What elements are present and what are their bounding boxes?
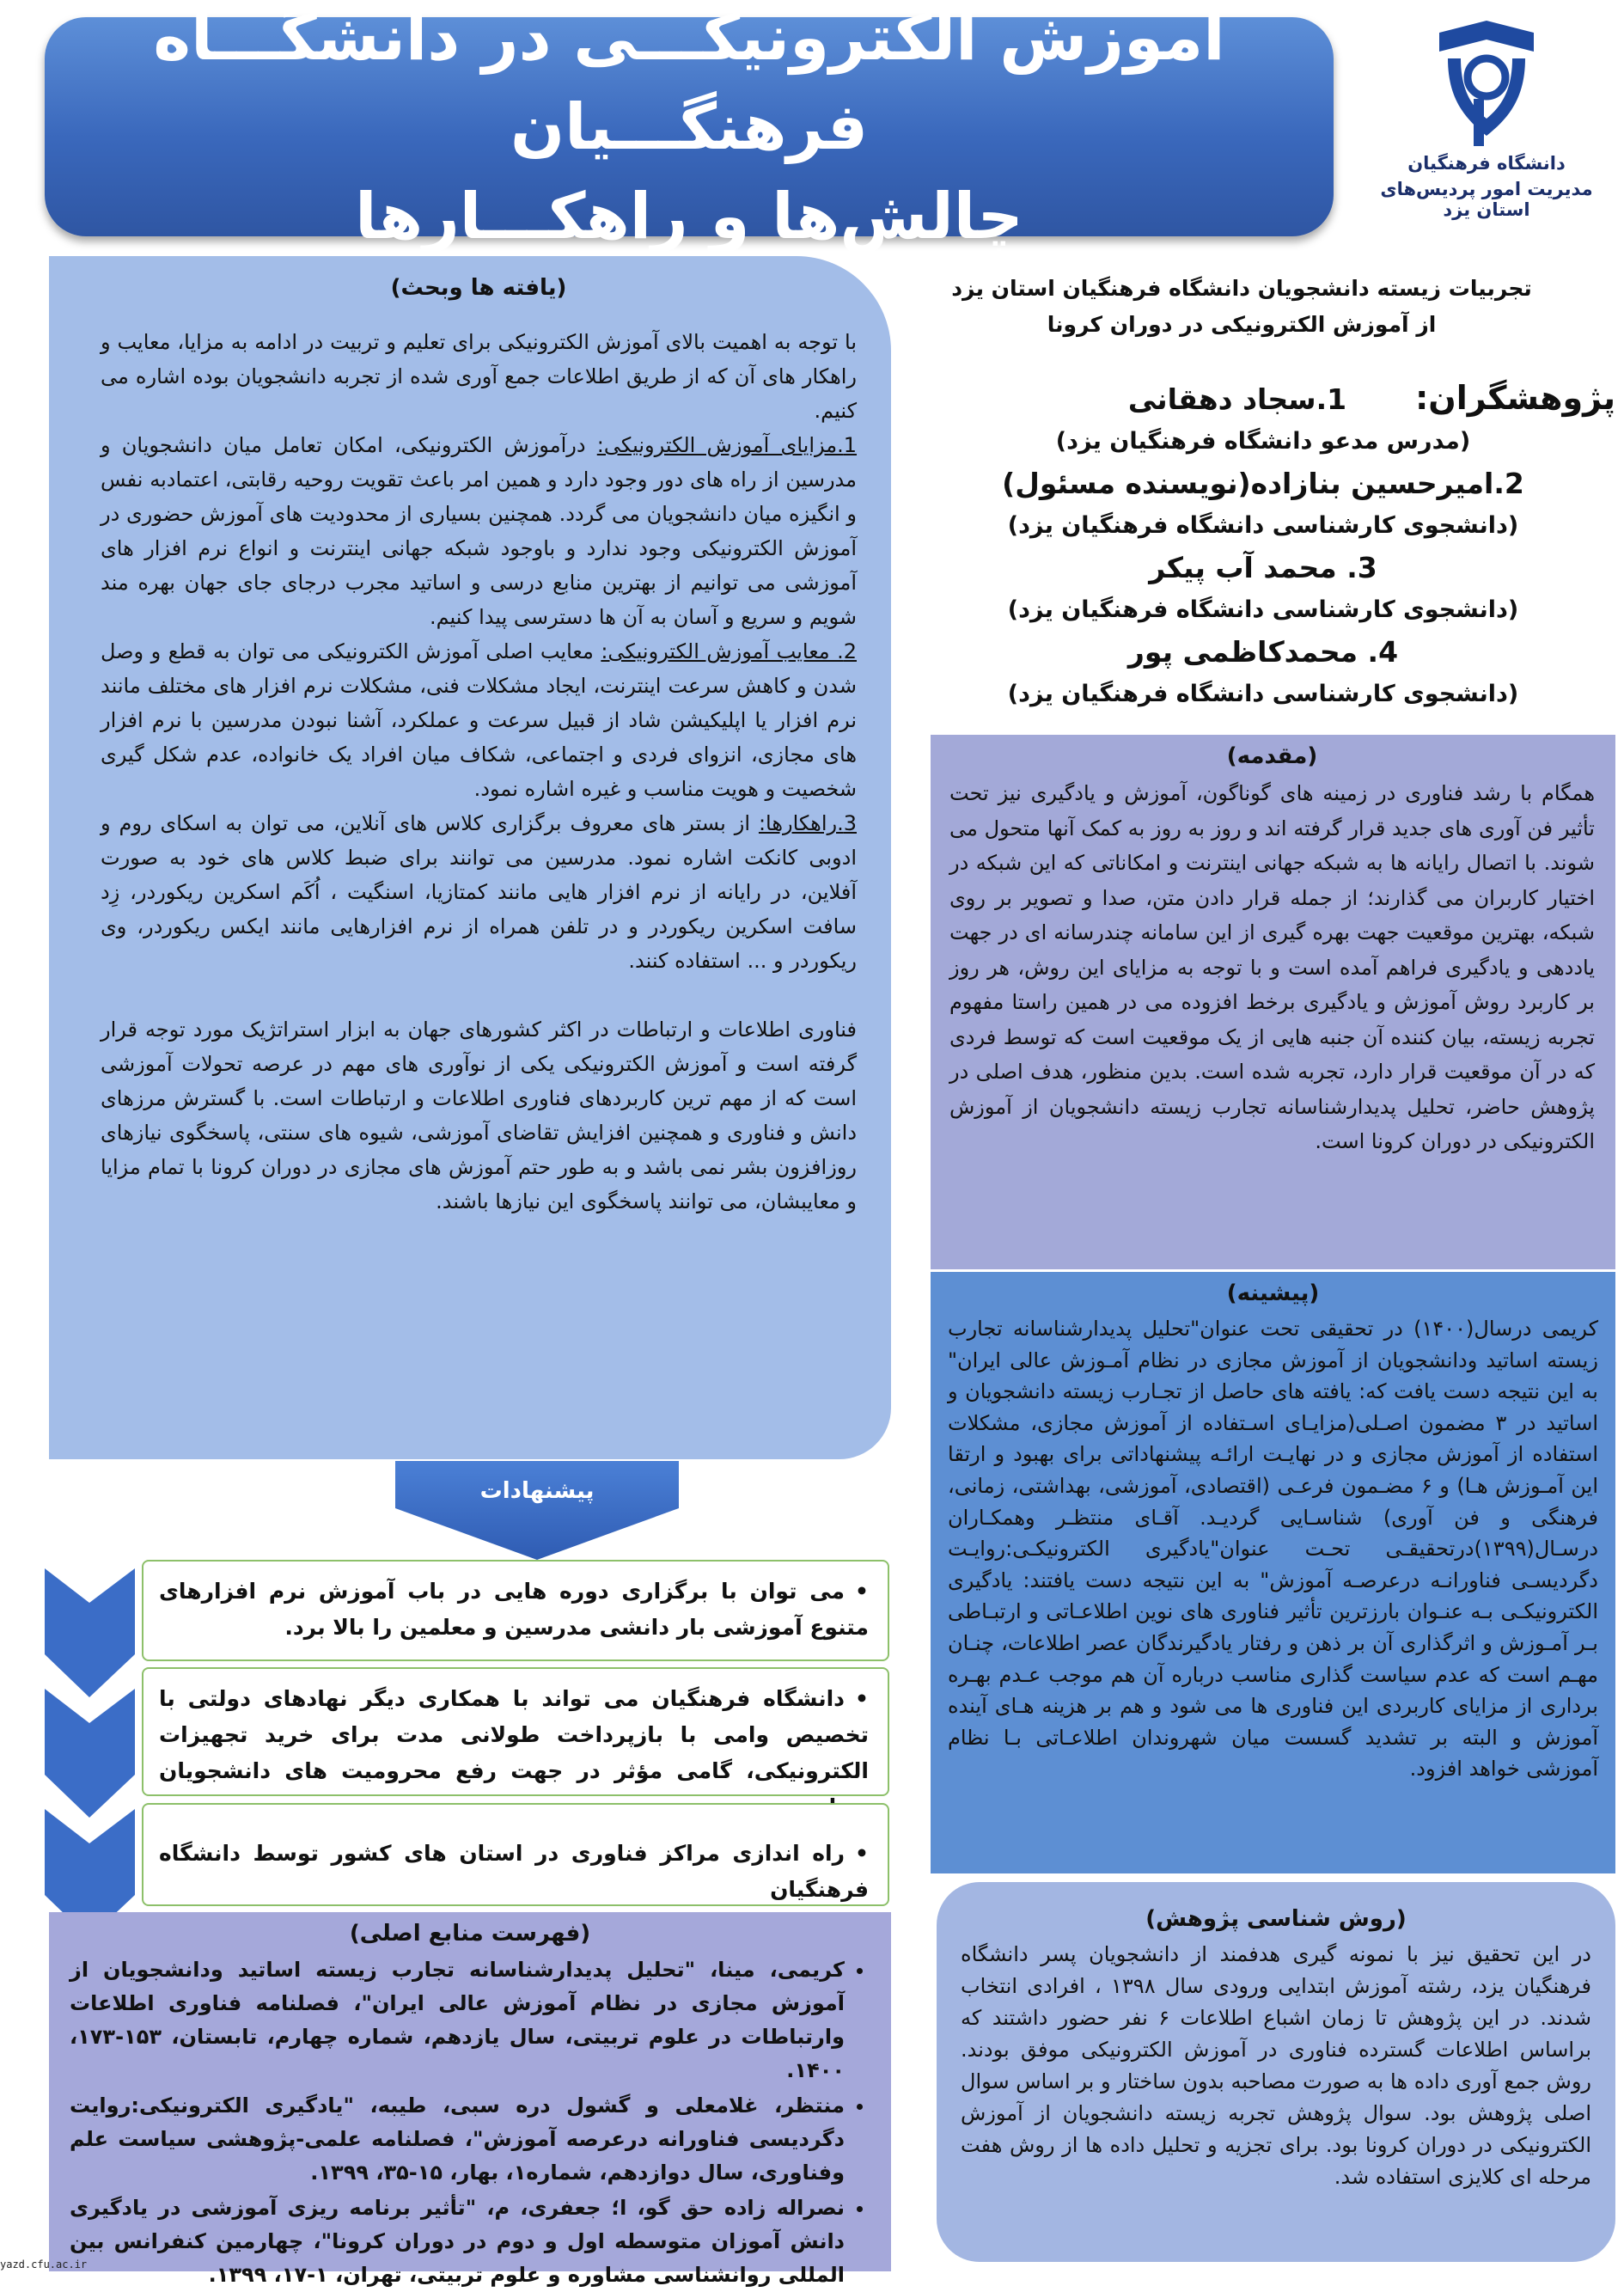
advantages-label: 1.مزایای آموزش الکترونیکی: (596, 433, 858, 457)
reference-item: • نصراله زاده حق گو، ا؛ جعفری، م، "تأثیر برنامه ریزی آموزشی در یادگیری دانش آموزان متوسطه اول و دوم در دوران کرونا"، چهارمین کنفرانس بین المللی روانشناسی مشاوره و علوم تربیتی، تهران، ۱-۱۷، ۱۳۹۹. (70, 2191, 845, 2292)
reference-item: • کریمی، مینا، "تحلیل پدیدارشناسانه تجارب زیسته اساتید ودانشجویان از آموزش مجازی در نظام آموزش عالی ایران"، فصلنامه فناوری اطلاعات وارتباطات در علوم تربیتی، سال یازدهم، شماره چهارم، تابستان، ۱۵۳-۱۷۳، ۱۴۰۰. (70, 1953, 845, 2087)
methodology-title: (روش شناسی پژوهش) (1145, 1906, 1407, 1932)
university-logo (1358, 17, 1615, 228)
subtitle (945, 271, 1538, 343)
findings-advantages-paragraph (101, 428, 857, 634)
findings-solutions-paragraph (101, 806, 857, 978)
researcher-affiliation: (دانشجوی کارشناسی دانشگاه فرهنگیان یزد) (1007, 681, 1519, 707)
researcher-affiliation: (دانشجوی کارشناسی دانشگاه فرهنگیان یزد) (1007, 512, 1519, 539)
subtitle-line1: تجربیات زیسته دانشجویان دانشگاه فرهنگیان استان یزد (951, 276, 1532, 301)
suggestion-text: راه اندازی مراکز فناوری در استان های کشور توسط دانشگاه فرهنگیان (159, 1841, 869, 1902)
suggestion-text: دانشگاه فرهنگیان می تواند با همکاری دیگر نهادهای دولتی با تخصیص وامی با بازپرداخت طولانی مدت برای خرید تجهیزات الکترونیکی، گامی مؤثر در جهت رفع محرومیت های دانشجویان (159, 1686, 869, 1783)
researcher-affiliation: (مدرس مدعو دانشگاه فرهنگیان یزد) (1055, 428, 1471, 455)
background-text: کریمی درسال(۱۴۰۰) در تحقیقی تحت عنوان"تحلیل پدیدارشناسانه تجارب زیسته اساتید ودانشجویان از آموزش مجازی در نظام آمـوزش عالی ایران" به این نتیجه دست یافت که: یافته های حاصل از تجـارب زیسته دانشجویان و اساتید در ۳ مضمون اصـلی(مزایـای اسـتفاده از آموزش مجازی، مشکلات استفاده از آموزش مجازی و در نهایـت ارائـه پیشنهاداتی برای بهبود و ارتقا این آمـوزش هـا) و ۶ مضـمون فرعـی (اقتصادی، آموزشی، بهداشتی، زمانی، فرهنگی و فن آوری) شناسـایی گردیـد. آقـای منتظـر وهمکـاران درسـال(۱۳۹۹)درتحقیقـی تحـت عنوان"یادگیری الکترونیکـی:روایـت دگردیسـی فناورانـه درعرصـه آموزش" به این نتیجه دست یافتند: یادگیری الکترونیکـی بـه عنـوان بارزترین تأثیر فناوری های نوین اطلاعـاتی و ارتبـاطی بـر آمـوزش و اثرگذاری آن بر ذهن و رفتار یادگیرندگان عصر اطلاعات، چنـان مهـم است که عدم سیاست گذاری مناسب درباره آن هم موجب عـدم بهـره برداری از مزایای کاربردی این فناوری ها می شود و هم بر هزینه هـای آینده آموزش و البته بر تشدید گسست میان شهروندان اطلاعـاتی بـا نظام آموزشی خواهد افزود. (948, 1317, 1598, 1782)
title-line2: چالش‌ها و راهکـــارها (355, 179, 1023, 254)
disadvantages-text: معایب اصلی آموزش الکترونیکی می توان به قطع و وصل شدن و کاهش سرعت اینترنت، ایجاد مشکلات فنی، مشکلات نرم افزار های مختلف مانند نرم افزار یا اپلیکیشن شاد از قبیل سرعت و عملکرد، آشنا نبودن مدرسین با نرم افزار های مجازی، انزوای فردی و اجتماعی، شکاف میان افراد یک خانواده، عدم شکل گیری شخصیت و هویت مناسب و غیره اشاره نمود. (101, 639, 857, 801)
suggestion-text: می توان با برگزاری دوره هایی در باب آموزش نرم افزارهای متنوع آموزشی بار دانشی مدرسین و معلمین را بالا برد. (159, 1579, 869, 1640)
intro-box (931, 735, 1615, 1269)
subtitle-line2: از آموزش الکترونیکی در دوران کرونا (1047, 312, 1437, 337)
bullet-icon: • (855, 1686, 869, 1711)
findings-title: (یافته ها وبحث) (390, 275, 567, 301)
chevron-down-icon (45, 1689, 135, 1818)
intro-text: همگام با رشد فناوری در زمینه های گوناگون، آموزش و یادگیری نیز تحت تأثیر فن آوری های جدید قرار گرفته اند و روز به روز به کمک آنها متحول می شوند. با اتصال رایانه ها به شبکه جهانی اینترنت و امکاناتی که این شبکه در اختیار کاربران می گذارند؛ از جمله قرار دادن متن، صدا و تصویر بر روی شبکه، بهترین موقعیت جهت بهره گیری از این سامانه چندرسانه ای در جهت یاددهی و یادگیری فراهم آمده است و با توجه به مزایای این روش، هر روز بر کاربرد روش آموزش و یادگیری برخط افزوده می در همین راستا مفهوم تجربه زیسته، بیان کننده آن جنبه هایی از یک موقعیت است که توسط فردی که در آن موقعیت قرار دارد، تجربه شده است. بدین منظور، هدف اصلی در پژوهش حاضر، تحلیل پدیدارشناسانه تجارب زیسته دانشجویان از آموزش الکترونیکی در دوران کرونا است. (949, 781, 1595, 1153)
suggestion-item (142, 1667, 889, 1796)
suggestion-item (142, 1803, 889, 1906)
background-title: (پیشینه) (1226, 1280, 1320, 1306)
researcher-name: 1.سجاد دهقانی (1127, 382, 1347, 416)
suggestions-arrow-icon (395, 1461, 679, 1560)
findings-box (49, 256, 891, 1459)
logo-caption-department: مدیریت امور پردیس‌های استان یزد (1380, 179, 1593, 220)
bullet-icon: • (855, 1579, 869, 1604)
findings-disadvantages-paragraph (101, 634, 857, 806)
researchers-section (911, 378, 1615, 715)
researcher-name: 3. محمد آب پیکر (1149, 551, 1377, 584)
suggestion-item (142, 1560, 889, 1661)
researcher-name: 4. محمدکاظمی پور (1127, 635, 1399, 669)
title-line1: آموزش الکترونیکـــی در دانشگـــاه فرهنگـــیان (153, 0, 1225, 164)
findings-intro-paragraph: با توجه به اهمیت بالای آموزش الکترونیکی برای تعلیم و تربیت در ادامه به مزایا، معایب و راهکار های آن که از طریق اطلاعات جمع آوری شده از تجربه دانشجویان بوده اشاره می کنیم. (101, 330, 857, 423)
references-box (49, 1912, 891, 2287)
bullet-icon: • (855, 1841, 869, 1866)
methodology-box (937, 1882, 1615, 2262)
solutions-text: از بستر های معروف برگزاری کلاس های آنلاین، می توان به اسکای روم و ادوبی کانکت اشاره نمود. مدرسین می توانند برای ضبط کلاس های خود به صورت آفلاین، در رایانه از نرم افزار هایی مانند کمتازیا، اسنگیت ، اُکَم اسکرین ریکوردر، زِد سافت اسکرین ریکوردر و در تلفن همراه از نرم افزارهایی مانند ایکس ریکوردر، وی ریکوردر و ... استفاده کنند. (101, 811, 857, 973)
references-title: (فهرست منابع اصلی) (349, 1921, 591, 1947)
methodology-text: در این تحقیق نیز با نمونه گیری هدفمند از دانشجویان پسر دانشگاه فرهنگیان یزد، رشته آموزش ابتدایی ورودی سال ۱۳۹۸ ، افرادی انتخاب شدند. در این پژوهش تا زمان اشباع اطلاعات ۶ نفر حضور داشتند که براساس اطلاعات گسترده فناوری در آموزش الکترونیکی موفق بودند. روش جمع آوری داده ها به صورت مصاحبه بدون ساختار و بر اساس سوال اصلی پژوهش بود. سوال پژوهش تجربه زیسته دانشجویان از آموزش الکترونیکی در دوران کرونا بود. برای تجزیه و تحلیل داده ها از روش هفت مرحله ای کلایزی استفاده شد. (961, 1942, 1591, 2189)
researcher-affiliation: (دانشجوی کارشناسی دانشگاه فرهنگیان یزد) (1007, 596, 1519, 623)
footer-watermark: yazd.cfu.ac.ir (0, 2258, 88, 2271)
chevron-down-icon (45, 1568, 135, 1697)
intro-title: (مقدمه) (1226, 743, 1318, 769)
researcher-name: 2.امیرحسین بنازاده(نویسنده مسئول) (1002, 467, 1524, 500)
background-box (931, 1272, 1615, 1873)
reference-item: • منتظر، غلامعلی و گشول دره سبی، طیبه، "یادگیری الکترونیکی:روایت دگردیسی فناورانه درعرصه آموزش"، فصلنامه علمی-پژوهشی سیاست علم وفناوری، سال دوازدهم، شماره۱، بهار، ۱۵-۳۵، ۱۳۹۹. (70, 2089, 845, 2190)
title-banner (45, 0, 1334, 254)
suggestions-title: پیشنهادات (479, 1478, 595, 1504)
solutions-label: 3.راهکارها: (758, 811, 857, 835)
advantages-text: درآموزش الکترونیکی، امکان تعامل میان دانشجویان و مدرسین از راه های دور وجود دارد و همین امر باعث تقویت روحیه رقابتی، اعتمادبه نفس و انگیزه میان دانشجویان می گردد. همچنین بسیاری از محدودیت های آموزش حضوری در آموزش الکترونیکی وجود ندارد و باوجود شبکه جهانی اینترنت و انواع نرم افزار های آموزشی می توانیم از بهترین منابع درسی و اساتید مجرب درجای جای جهان بهره مند شویم و سریع و آسان به آن ها دسترسی پیدا کنیم. (101, 433, 857, 629)
references-list (70, 1953, 870, 2292)
disadvantages-label: 2. معایب آموزش الکترونیکی: (601, 639, 857, 663)
researchers-heading: پژوهشگران: (1415, 379, 1615, 417)
findings-conclusion-paragraph: فناوری اطلاعات و ارتباطات در اکثر کشورهای جهان به ابزار استراتژیک مورد توجه قرار گرفته است و آموزش الکترونیکی یکی از نوآوری های مهم در عرصه تحولات آموزشی است که از مهم ترین کاربردهای فناوری اطلاعات و ارتباطات است. با گسترش مرزهای دانش و فناوری و همچنین افزایش تقاضای آموزشی، شیوه های سنتی، پاسخگوی نیازهای روزافزون بشر نمی باشد و به طور حتم آموزش های مجازی در دوران کرونا با تمام مزایا و معایبشان، می توانند پاسخگوی این نیازها باشند. (101, 1018, 857, 1213)
university-logo-icon (1422, 17, 1551, 146)
logo-caption-university: دانشگاه فرهنگیان (1407, 153, 1566, 174)
